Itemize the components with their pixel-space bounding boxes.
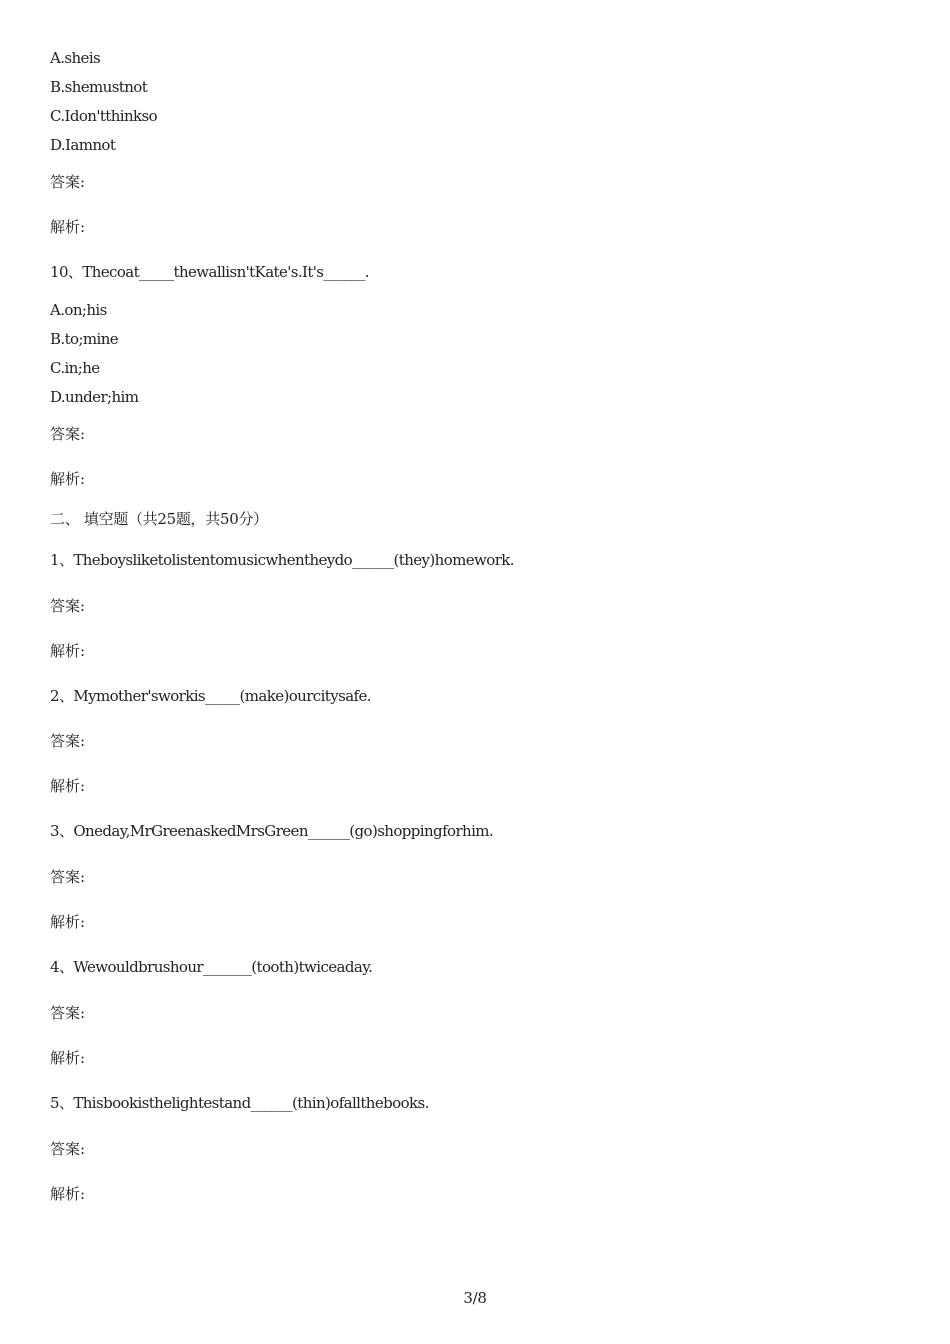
fill-question-2: 2、Mymother'sworkis_____(make)ourcitysafe. [50,687,371,705]
answer-label: 答案: [50,425,86,443]
option-b: B.shemustnot [50,78,148,96]
option-a: A.sheis [50,49,101,67]
option-b: B.to;mine [50,330,119,348]
option-d: D.Iamnot [50,136,116,154]
answer-label: 答案: [50,173,86,191]
answer-label: 答案: [50,868,86,886]
page-number: 3/8 [463,1289,487,1307]
question-10: 10、Thecoat_____thewallisn'tKate's.It's______. [50,263,369,281]
option-d: D.under;him [50,388,139,406]
answer-label: 答案: [50,1004,86,1022]
answer-label: 答案: [50,597,86,615]
analysis-label: 解析: [50,1049,86,1067]
analysis-label: 解析: [50,218,86,236]
answer-label: 答案: [50,1140,86,1158]
fill-question-4: 4、Wewouldbrushour_______(tooth)twiceaday. [50,958,373,976]
analysis-label: 解析: [50,913,86,931]
answer-label: 答案: [50,732,86,750]
analysis-label: 解析: [50,1185,86,1203]
fill-question-3: 3、Oneday,MrGreenaskedMrsGreen______(go)shoppingforhim. [50,822,494,840]
analysis-label: 解析: [50,777,86,795]
section-title: 二、 填空题（共25题，共50分） [50,510,268,528]
analysis-label: 解析: [50,470,86,488]
option-a: A.on;his [50,301,107,319]
fill-question-5: 5、Thisbookisthelightestand______(thin)ofallthebooks. [50,1094,429,1112]
option-c: C.in;he [50,359,100,377]
analysis-label: 解析: [50,642,86,660]
option-c: C.Idon'tthinkso [50,107,158,125]
fill-question-1: 1、Theboysliketolistentomusicwhentheydo______(they)homework. [50,551,514,569]
